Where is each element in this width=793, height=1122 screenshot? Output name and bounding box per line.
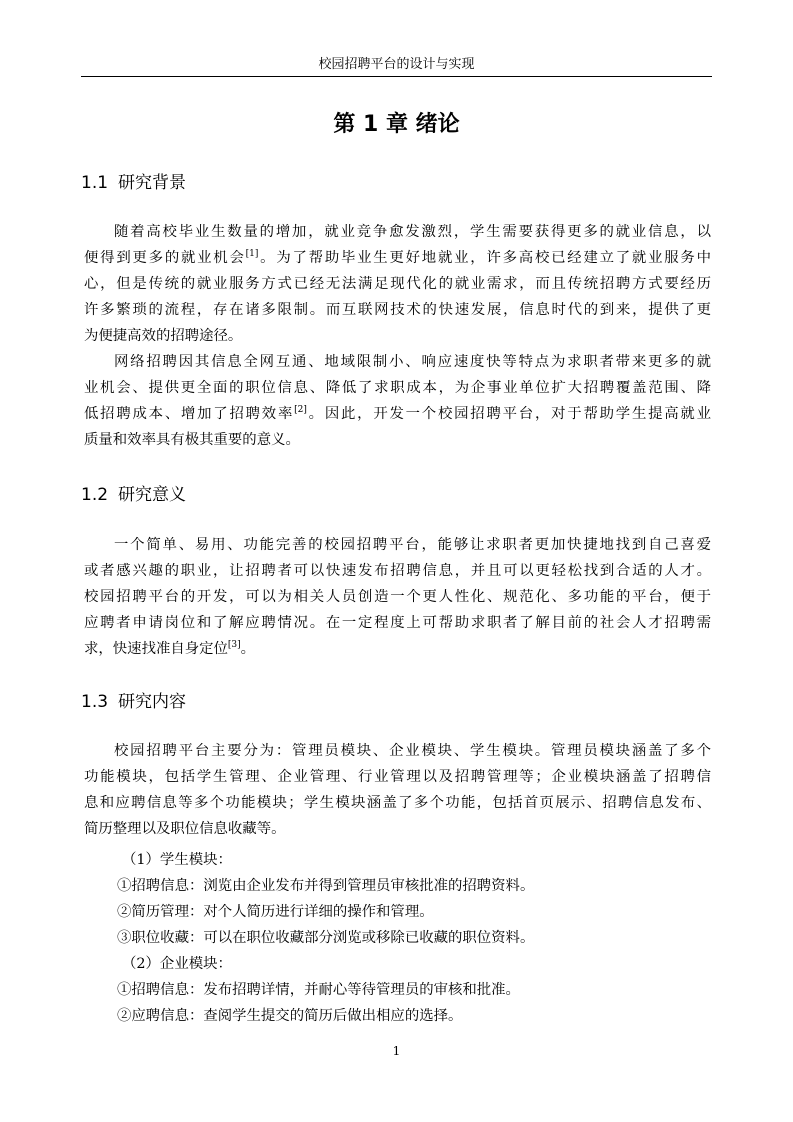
- text-line: 功能模块，包括学生管理、企业管理、行业管理以及招聘管理等；企业模块涵盖了招聘信: [84, 769, 711, 785]
- paragraph-content: [84, 738, 711, 842]
- section-number: 1.3: [81, 692, 109, 712]
- page-number: 1: [392, 1044, 401, 1058]
- list-item: ③职位收藏：可以在职位收藏部分浏览或移除已收藏的职位资料。: [117, 930, 535, 946]
- text-line: 或者感兴趣的职业，让招聘者可以快速发布招聘信息，并且可以更轻松找到合适的人才。: [84, 563, 711, 579]
- list-item-enterprise-module: （2）企业模块：: [122, 956, 232, 972]
- text-line: [84, 401, 711, 427]
- section-title: 研究内容: [118, 692, 187, 712]
- text-segment: 求，快速找准自身定位: [84, 641, 228, 657]
- text-line: 简历整理以及职位信息收藏等。: [84, 821, 286, 837]
- text-segment: 。: [240, 641, 256, 657]
- text-line: 网络招聘因其信息全网互通、地域限制小、响应速度快等特点为求职者带来更多的就: [114, 354, 711, 370]
- citation-1: [1]: [245, 249, 259, 260]
- chapter-title: 第 1 章 绪论: [333, 112, 460, 137]
- section-title: 研究背景: [118, 173, 187, 193]
- list-item: ②应聘信息：查阅学生提交的简历后做出相应的选择。: [117, 1008, 463, 1024]
- text-segment: 。为了帮助毕业生更好地就业，许多高校已经建立了就业服务中: [258, 250, 711, 266]
- text-line: 校园招聘平台主要分为：管理员模块、企业模块、学生模块。管理员模块涵盖了多个: [114, 743, 711, 759]
- text-line: 业机会、提供更全面的职位信息、降低了求职成本，为企事业单位扩大招聘覆盖范围、降: [84, 380, 711, 396]
- section-heading-1-1: [81, 170, 186, 196]
- text-line: 许多繁琐的流程，存在诸多限制。而互联网技术的快速发展，信息时代的到来，提供了更: [84, 302, 711, 318]
- text-line: 息和应聘信息等多个功能模块；学生模块涵盖了多个功能，包括首页展示、招聘信息发布、: [84, 795, 711, 811]
- citation-2: [2]: [294, 405, 307, 416]
- text-line: [84, 636, 711, 662]
- paragraph-significance: [84, 532, 711, 662]
- paragraph-background-1: [84, 219, 711, 349]
- list-item: ①招聘信息：发布招聘详情，并耐心等待管理员的审核和批准。: [117, 982, 520, 998]
- running-header: 校园招聘平台的设计与实现: [318, 57, 475, 72]
- section-number: 1.1: [81, 173, 109, 193]
- text-line: 应聘者申请岗位和了解应聘情况。在一定程度上可帮助求职者了解目前的社会人才招聘需: [84, 615, 711, 631]
- text-line: 心，但是传统的就业服务方式已经无法满足现代化的就业需求，而且传统招聘方式要经历: [84, 276, 711, 292]
- header-rule: [81, 76, 712, 77]
- text-segment: 。因此，开发一个校园招聘平台，对于帮助学生提高就业: [306, 406, 711, 422]
- list-item-student-module: （1）学生模块：: [122, 852, 232, 868]
- text-segment: 便得到更多的就业机会: [84, 250, 246, 266]
- text-line: 校园招聘平台的开发，可以为相关人员创造一个更人性化、规范化、多功能的平台，便于: [84, 589, 711, 605]
- text-line: [84, 245, 711, 271]
- text-segment: 低招聘成本、增加了招聘效率: [84, 406, 295, 422]
- citation-3: [3]: [227, 640, 241, 651]
- text-line: 一个简单、易用、功能完善的校园招聘平台，能够让求职者更加快捷地找到自己喜爱: [114, 537, 711, 553]
- section-heading-1-3: [81, 689, 186, 715]
- text-line: 为便捷高效的招聘途径。: [84, 328, 243, 344]
- section-heading-1-2: [81, 482, 186, 508]
- section-title: 研究意义: [118, 485, 187, 505]
- section-number: 1.2: [81, 485, 109, 505]
- text-line: 质量和效率具有极其重要的意义。: [84, 432, 300, 448]
- text-line: 随着高校毕业生数量的增加，就业竞争愈发激烈，学生需要获得更多的就业信息，以: [114, 224, 711, 240]
- list-item: ①招聘信息：浏览由企业发布并得到管理员审核批准的招聘资料。: [117, 878, 535, 894]
- paragraph-background-2: [84, 349, 711, 453]
- list-item: ②简历管理：对个人简历进行详细的操作和管理。: [117, 904, 434, 920]
